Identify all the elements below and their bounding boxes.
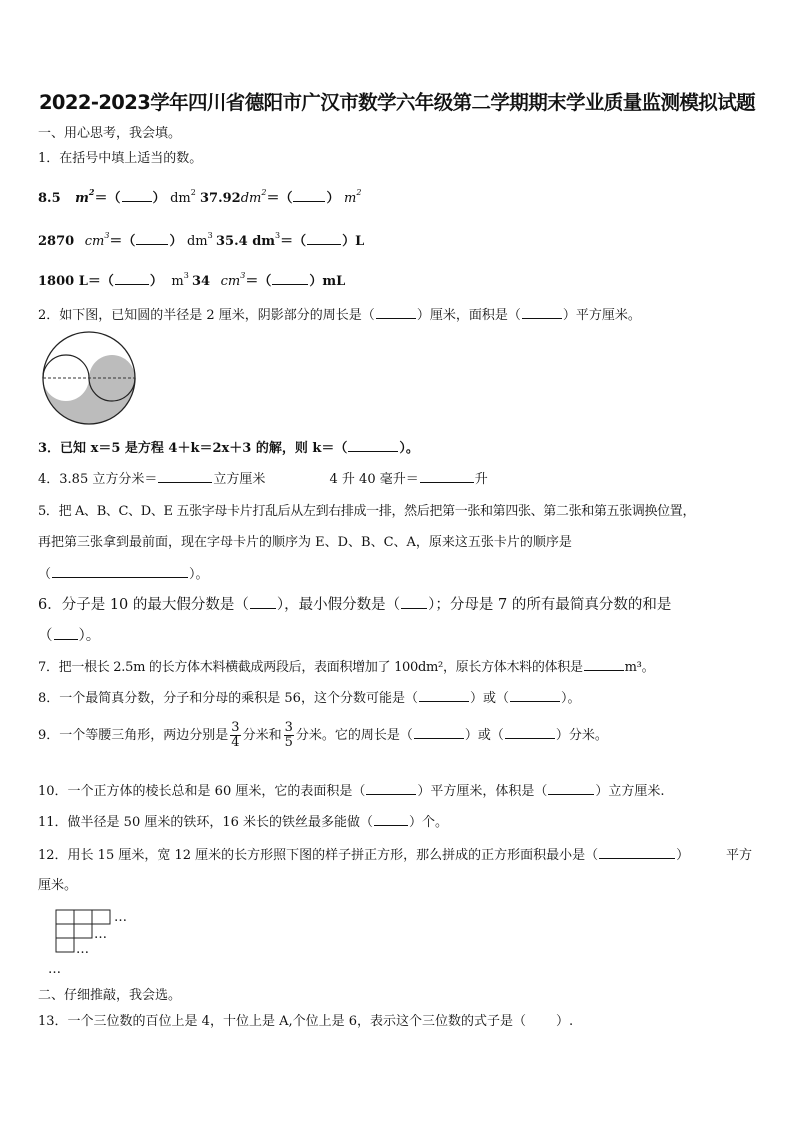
question-8: 8．一个最简真分数，分子和分母的乘积是 56，这个分数可能是（ ）或（ ）。 [38,691,581,706]
section-1-heading: 一、用心思考，我会填。 [38,126,182,141]
answer-blank[interactable] [548,782,594,795]
answer-blank[interactable] [419,689,469,702]
question-13: 13．一个三位数的百位上是 4，十位上是 A,个位上是 6，表示这个三位数的式子是（ ）. [38,1014,574,1029]
q1-row-3-left: 1800 L＝（ ） $m^3$ [38,271,189,289]
page-title: 2022-2023学年四川省德阳市广汉市数学六年级第二学期期末学业质量监测模拟试题 [38,91,756,114]
answer-blank[interactable] [522,306,562,319]
answer-blank[interactable] [366,782,416,795]
answer-blank[interactable] [584,658,624,671]
answer-blank[interactable] [250,596,276,609]
q1-row-1-right: $37.92dm^2=$（ ） $m^2$ [200,188,362,206]
question-1-stem: 1．在括号中填上适当的数。 [38,151,203,166]
answer-blank[interactable] [136,232,168,245]
answer-blank[interactable] [348,439,398,452]
question-5-line-2: 再把第三张拿到最前面，现在字母卡片的顺序为 E、D、B、C、A，原来这五张卡片的顺序是 [38,535,572,550]
q1-row-2-left: 2870 $cm^3=$（ ） $dm^3$ [38,231,213,249]
yin-yang-circle-figure [36,330,142,426]
question-11: 11．做半径是 50 厘米的铁环，16 米长的铁丝最多能做（ ）个。 [38,815,449,830]
question-10: 10．一个正方体的棱长总和是 60 厘米，它的表面积是（ ）平方厘米，体积是（ ）立方厘米. [38,784,665,799]
question-4: 4．3.85 立方分米＝ 立方厘米 4 升 40 毫升＝ 升 [38,472,488,487]
section-2-heading: 二、仔细推敲，我会选。 [38,988,182,1003]
question-5-answer: （ ）。 [38,567,209,582]
question-3: 3．已知 x＝5 是方程 4＋k＝2x＋3 的解，则 k＝（ ）。 [38,441,419,456]
q1-row-1-left: 8.5 $m^2=$（ ） $dm^2$ [38,187,196,206]
question-12-line-1: 12．用长 15 厘米，宽 12 厘米的长方形照下图的样子拼正方形，那么拼成的正方形面积最小是（ ） [38,848,690,863]
answer-blank[interactable] [414,726,464,739]
ellipsis-row-2: … [94,927,107,942]
question-5-line-1: 5．把 A、B、C、D、E 五张字母卡片打乱后从左到右排成一排，然后把第一张和第四张、第二张和第五张调换位置， [38,504,696,519]
answer-blank[interactable] [307,232,341,245]
answer-blank[interactable] [376,306,416,319]
question-6-line-2: （ ）。 [38,628,101,644]
question-7: 7．把一根长 2.5m 的长方体木料横截成两段后，表面积增加了 100dm²，原长方体木料的体积是 m³。 [38,660,655,675]
answer-blank[interactable] [420,470,474,483]
answer-blank[interactable] [272,272,308,285]
answer-blank[interactable] [52,565,188,578]
answer-blank[interactable] [293,189,325,202]
ellipsis-row-3: … [76,942,89,957]
answer-blank[interactable] [505,726,555,739]
fraction-3-4: $\frac{3}{4}$ [231,720,240,750]
q1-row-3-right: 34 $cm^3=$（ ）mL [192,271,346,289]
answer-blank[interactable] [54,627,78,640]
answer-blank[interactable] [599,846,675,859]
question-12-line-2: 厘米。 [38,878,78,893]
answer-blank[interactable] [158,470,212,483]
question-9: 9．一个等腰三角形，两边分别是 $\frac{3}{4}$ 分米和 $\frac{3}{5}$ 分米。它的周长是（ ）或（ ）分米。 [38,720,608,750]
answer-blank[interactable] [510,689,560,702]
q1-row-2-right: 35.4 $dm^3=$（ ）L [216,231,365,249]
fraction-3-5: $\frac{3}{5}$ [284,720,293,750]
answer-blank[interactable] [115,272,149,285]
answer-blank[interactable] [122,189,152,202]
ellipsis-row-4: … [48,962,61,977]
question-6-line-1: 6．分子是 10 的最大假分数是（ ），最小假分数是（ ）；分母是 7 的所有最简真分数的和是 [38,597,672,613]
question-12-unit: 平方 [726,848,753,863]
answer-blank[interactable] [401,596,427,609]
ellipsis-row-1: … [114,910,127,925]
question-2: 2．如下图，已知圆的半径是 2 厘米，阴影部分的周长是（ ）厘米，面积是（ ）平方厘米。 [38,308,641,323]
answer-blank[interactable] [374,813,408,826]
